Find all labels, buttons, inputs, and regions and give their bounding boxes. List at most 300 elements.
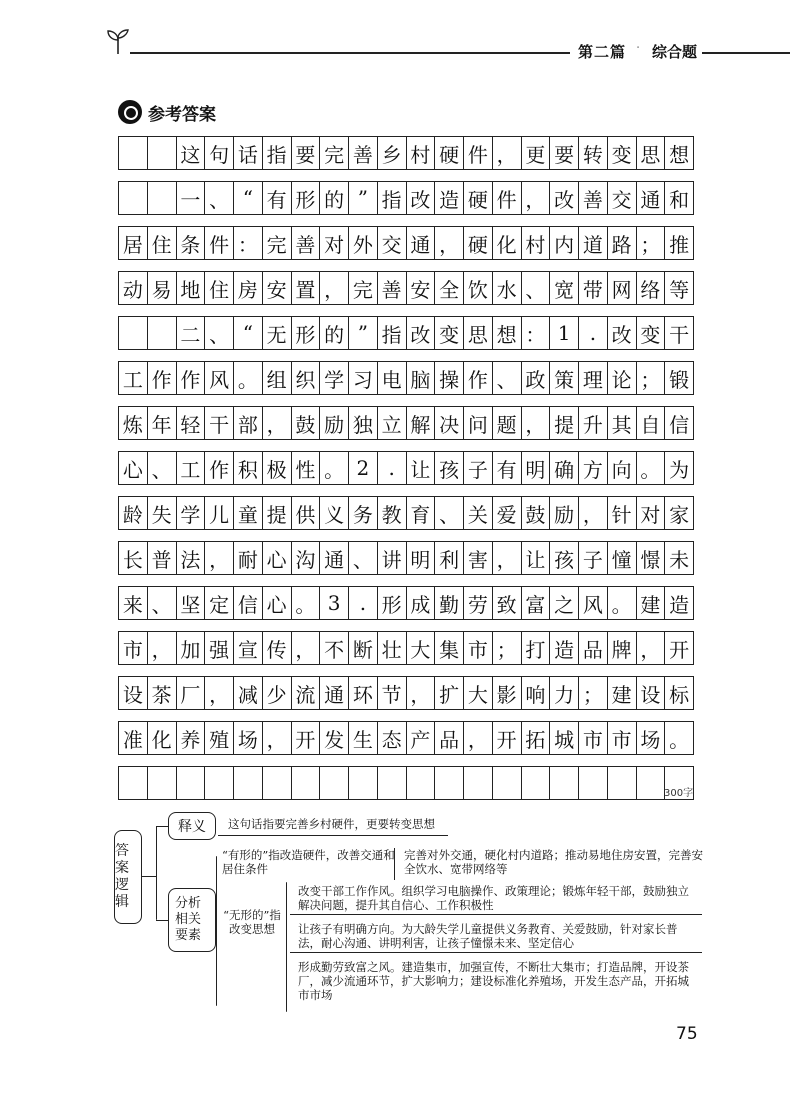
- essay-cell: [292, 767, 321, 799]
- essay-cell: .: [378, 452, 407, 484]
- explain-label: 释义: [168, 812, 216, 840]
- intangible-item: 让孩子有明确方向。为大龄失学儿童提供义务教育、关爱鼓励，针对家长普法，耐心沟通、讲明利害，让孩子憧憬未来、坚定信心: [290, 920, 702, 953]
- essay-cell: 集: [435, 632, 464, 664]
- essay-cell: 影: [493, 677, 522, 709]
- essay-cell: 积: [234, 452, 263, 484]
- essay-cell: 件: [493, 182, 522, 214]
- essay-cell: [119, 137, 148, 169]
- essay-row: [118, 226, 694, 260]
- essay-cell: 未: [669, 547, 690, 572]
- essay-cell: 子: [579, 542, 608, 574]
- essay-cell: 硬: [464, 227, 493, 259]
- essay-cell: 改: [608, 317, 637, 349]
- essay-cell: ，: [407, 677, 436, 709]
- essay-row: [118, 316, 694, 350]
- essay-cell: 思: [464, 317, 493, 349]
- essay-cell: 强: [205, 632, 234, 664]
- essay-cell: 通: [407, 227, 436, 259]
- essay-cell: 沟: [292, 542, 321, 574]
- essay-cell: [177, 767, 206, 799]
- essay-cell: 干: [669, 322, 690, 347]
- essay-cell: [550, 767, 579, 799]
- essay-cell: 市: [464, 632, 493, 664]
- essay-cell: 开: [493, 722, 522, 754]
- essay-cell: ，: [263, 407, 292, 439]
- essay-cell: 。: [637, 452, 666, 484]
- essay-cell: 信: [669, 412, 690, 437]
- essay-cell: 拓: [522, 722, 551, 754]
- essay-cell: 孩: [435, 452, 464, 484]
- essay-row: [118, 586, 694, 620]
- essay-row: [118, 361, 694, 395]
- essay-cell: ；: [493, 632, 522, 664]
- essay-cell: 憬: [637, 542, 666, 574]
- essay-cell: 改: [407, 182, 436, 214]
- essay-cell: 句: [205, 137, 234, 169]
- essay-cell: 轻: [177, 407, 206, 439]
- essay-cell: 风: [205, 362, 234, 394]
- essay-cell: 开: [292, 722, 321, 754]
- essay-cell: 理: [579, 362, 608, 394]
- essay-cell: 变: [608, 137, 637, 169]
- essay-cell: 指: [378, 182, 407, 214]
- essay-cell: 供: [292, 497, 321, 529]
- essay-cell: 改: [407, 317, 436, 349]
- essay-cell: ，: [493, 542, 522, 574]
- essay-cell: 不: [320, 632, 349, 664]
- essay-cell: 作: [205, 452, 234, 484]
- essay-cell: 炼: [119, 407, 148, 439]
- essay-cell: 。: [320, 452, 349, 484]
- essay-cell: 村: [522, 227, 551, 259]
- essay-cell: 想: [493, 317, 522, 349]
- header-separator: ·: [636, 41, 641, 56]
- connector: [286, 882, 287, 1012]
- essay-cell: 要: [550, 137, 579, 169]
- essay-cell: 发: [320, 722, 349, 754]
- essay-cell: 改: [550, 182, 579, 214]
- essay-cell: 品: [435, 722, 464, 754]
- essay-cell: 励: [320, 407, 349, 439]
- essay-cell: [148, 317, 177, 349]
- essay-cell: 来: [119, 587, 148, 619]
- essay-row: [118, 496, 694, 530]
- essay-cell: 、: [148, 452, 177, 484]
- essay-cell: [119, 182, 148, 214]
- essay-cell: 大: [464, 677, 493, 709]
- essay-cell: [263, 767, 292, 799]
- essay-cell: 儿: [205, 497, 234, 529]
- essay-cell: ，: [263, 722, 292, 754]
- essay-cell: 完: [349, 272, 378, 304]
- essay-cell: [608, 767, 637, 799]
- essay-cell: 饮: [464, 272, 493, 304]
- essay-row: [118, 766, 694, 800]
- essay-cell: ：: [234, 227, 263, 259]
- essay-cell: 的: [320, 182, 349, 214]
- tangible-text: 完善对外交通，硬化村内道路；推动易地住房安置，完善安全饮水、宽带网络等: [404, 848, 703, 876]
- essay-cell: 硬: [464, 182, 493, 214]
- essay-cell: 、: [205, 317, 234, 349]
- explain-text: 这句话指要完善乡村硬件，更要转变思想: [228, 817, 435, 831]
- essay-cell: [493, 767, 522, 799]
- essay-cell: [320, 767, 349, 799]
- essay-row: [118, 406, 694, 440]
- essay-cell: 子: [464, 452, 493, 484]
- essay-cell: 鼓: [292, 407, 321, 439]
- essay-row: [118, 676, 694, 710]
- essay-cell: 其: [608, 407, 637, 439]
- essay-cell: 自: [637, 407, 666, 439]
- essay-row: [118, 631, 694, 665]
- essay-cell: 成: [407, 587, 436, 619]
- essay-cell: [148, 182, 177, 214]
- essay-cell: 生: [349, 722, 378, 754]
- essay-cell: 宣: [234, 632, 263, 664]
- essay-cell: 准: [119, 722, 148, 754]
- essay-row: [118, 181, 694, 215]
- essay-cell: 想: [669, 142, 690, 167]
- essay-cell: 节: [378, 677, 407, 709]
- essay-cell: 确: [550, 452, 579, 484]
- essay-cell: 耐: [234, 542, 263, 574]
- essay-cell: 极: [263, 452, 292, 484]
- essay-cell: [349, 767, 378, 799]
- essay-cell: 建: [608, 677, 637, 709]
- essay-cell: ，: [464, 722, 493, 754]
- essay-cell: 住: [148, 227, 177, 259]
- essay-row: [118, 451, 694, 485]
- essay-cell: ；: [637, 362, 666, 394]
- essay-cell: 房: [234, 272, 263, 304]
- essay-cell: 和: [669, 187, 690, 212]
- essay-cell: 无: [263, 317, 292, 349]
- sprout-icon: [104, 26, 132, 56]
- essay-cell: [464, 767, 493, 799]
- essay-cell: 场: [637, 722, 666, 754]
- essay-cell: 宽: [550, 272, 579, 304]
- essay-cell: 憧: [608, 542, 637, 574]
- essay-cell: [119, 767, 148, 799]
- essay-cell: 场: [234, 722, 263, 754]
- essay-cell: 立: [378, 407, 407, 439]
- essay-cell: 让: [522, 542, 551, 574]
- essay-cell: 的: [320, 317, 349, 349]
- essay-cell: 流: [292, 677, 321, 709]
- essay-cell: [148, 767, 177, 799]
- essay-cell: 工: [119, 362, 148, 394]
- essay-cell: 心: [119, 452, 148, 484]
- essay-cell: 指: [378, 317, 407, 349]
- essay-cell: 道: [579, 227, 608, 259]
- essay-cell: 设: [637, 677, 666, 709]
- essay-cell: 善: [378, 272, 407, 304]
- essay-cell: ”: [349, 317, 378, 349]
- connector: [394, 848, 395, 880]
- essay-cell: 建: [637, 587, 666, 619]
- essay-cell: [148, 137, 177, 169]
- essay-cell: 壮: [378, 632, 407, 664]
- essay-cell: 为: [669, 457, 690, 482]
- essay-cell: 普: [148, 542, 177, 574]
- essay-cell: 乡: [378, 137, 407, 169]
- essay-cell: 长: [119, 542, 148, 574]
- essay-cell: 打: [522, 632, 551, 664]
- analysis-label: 分析相关要素: [168, 888, 216, 952]
- essay-cell: 变: [435, 317, 464, 349]
- essay-cell: 转: [579, 137, 608, 169]
- essay-cell: 勤: [435, 587, 464, 619]
- essay-cell: 外: [349, 227, 378, 259]
- essay-cell: 组: [263, 362, 292, 394]
- essay-cell: 更: [522, 137, 551, 169]
- essay-cell: ，: [205, 677, 234, 709]
- essay-cell: 茶: [148, 677, 177, 709]
- essay-cell: 通: [637, 182, 666, 214]
- essay-cell: 解: [407, 407, 436, 439]
- essay-cell: 有: [263, 182, 292, 214]
- essay-cell: 条: [177, 227, 206, 259]
- essay-cell: 教: [378, 497, 407, 529]
- essay-cell: “: [234, 317, 263, 349]
- essay-cell: 龄: [119, 497, 148, 529]
- connector: [156, 826, 168, 827]
- essay-cell: 政: [522, 362, 551, 394]
- essay-cell: 学: [177, 497, 206, 529]
- essay-cell: 、: [205, 182, 234, 214]
- connector: [156, 920, 168, 921]
- essay-cell: 造: [435, 182, 464, 214]
- essay-cell: 明: [407, 542, 436, 574]
- essay-cell: 工: [177, 452, 206, 484]
- essay-cell: 少: [263, 677, 292, 709]
- essay-cell: 利: [435, 542, 464, 574]
- essay-cell: 爱: [493, 497, 522, 529]
- essay-cell: 信: [234, 587, 263, 619]
- essay-cell: ，: [148, 632, 177, 664]
- essay-cell: 开: [669, 637, 690, 662]
- tangible-label: “有形的”指改造硬件，改善交通和居住条件: [222, 848, 395, 876]
- essay-cell: [234, 767, 263, 799]
- essay-cell: 3: [320, 587, 349, 619]
- essay-row: [118, 271, 694, 305]
- essay-cell: 减: [234, 677, 263, 709]
- essay-cell: 法: [177, 542, 206, 574]
- essay-cell: 问: [464, 407, 493, 439]
- essay-cell: ，: [205, 542, 234, 574]
- essay-cell: 童: [234, 497, 263, 529]
- essay-cell: 。: [292, 587, 321, 619]
- essay-cell: ，: [522, 407, 551, 439]
- essay-cell: 电: [378, 362, 407, 394]
- essay-cell: 造: [669, 592, 690, 617]
- essay-cell: 品: [579, 632, 608, 664]
- essay-cell: 家: [669, 502, 690, 527]
- essay-cell: 形: [378, 587, 407, 619]
- essay-cell: 形: [292, 182, 321, 214]
- essay-cell: 善: [349, 137, 378, 169]
- essay-cell: 内: [550, 227, 579, 259]
- essay-cell: 孩: [550, 542, 579, 574]
- essay-cell: 作: [464, 362, 493, 394]
- essay-cell: ”: [349, 182, 378, 214]
- essay-cell: 2: [349, 452, 378, 484]
- essay-cell: 关: [464, 497, 493, 529]
- essay-cell: 锻: [669, 367, 690, 392]
- essay-cell: 让: [407, 452, 436, 484]
- essay-cell: 升: [579, 407, 608, 439]
- essay-cell: 网: [608, 272, 637, 304]
- topic-label: 综合题: [652, 43, 698, 61]
- essay-cell: 通: [320, 542, 349, 574]
- essay-cell: 坚: [177, 587, 206, 619]
- essay-cell: 失: [148, 497, 177, 529]
- essay-cell: ，: [320, 272, 349, 304]
- essay-cell: 件: [464, 137, 493, 169]
- essay-cell: 加: [177, 632, 206, 664]
- essay-cell: 部: [234, 407, 263, 439]
- essay-cell: 产: [407, 722, 436, 754]
- essay-cell: 化: [148, 722, 177, 754]
- essay-cell: [579, 767, 608, 799]
- essay-cell: 励: [550, 497, 579, 529]
- essay-cell: 指: [263, 137, 292, 169]
- essay-cell: 要: [292, 137, 321, 169]
- essay-cell: 等: [669, 277, 690, 302]
- word-count: 300字: [664, 788, 694, 799]
- connector: [156, 826, 157, 920]
- essay-cell: 方: [579, 452, 608, 484]
- essay-cell: 育: [407, 497, 436, 529]
- essay-cell: 学: [320, 362, 349, 394]
- essay-cell: [378, 767, 407, 799]
- essay-cell: 。: [608, 587, 637, 619]
- essay-cell: 习: [349, 362, 378, 394]
- essay-row: [118, 541, 694, 575]
- essay-cell: 交: [378, 227, 407, 259]
- essay-cell: [522, 767, 551, 799]
- header-rule-right: [702, 52, 790, 54]
- essay-cell: 设: [119, 677, 148, 709]
- essay-cell: 害: [464, 542, 493, 574]
- essay-cell: 之: [550, 587, 579, 619]
- essay-cell: 标: [669, 682, 690, 707]
- essay-cell: 造: [550, 632, 579, 664]
- essay-cell: 形: [292, 317, 321, 349]
- essay-cell: 思: [637, 137, 666, 169]
- essay-cell: 策: [550, 362, 579, 394]
- essay-cell: 环: [349, 677, 378, 709]
- essay-row: [118, 136, 694, 170]
- essay-cell: 话: [234, 137, 263, 169]
- essay-cell: 决: [435, 407, 464, 439]
- essay-cell: 响: [522, 677, 551, 709]
- essay-cell: 、: [493, 362, 522, 394]
- essay-cell: 件: [205, 227, 234, 259]
- essay-cell: 居: [119, 227, 148, 259]
- essay-cell: .: [579, 317, 608, 349]
- essay-cell: 易: [148, 272, 177, 304]
- essay-cell: 作: [177, 362, 206, 394]
- essay-cell: 安: [407, 272, 436, 304]
- essay-cell: 村: [407, 137, 436, 169]
- intangible-item: 形成勤劳致富之风。建造集市，加强宣传，不断壮大集市；打造品牌，开设茶厂，减少流通环节，扩大影响力；建设标准化养殖场，开发生态产品，开拓城市市场: [298, 960, 689, 1002]
- essay-grid: [118, 136, 694, 811]
- intangible-label: “无形的”指改变思想: [223, 908, 281, 936]
- essay-cell: 对: [320, 227, 349, 259]
- connector: [216, 856, 217, 1006]
- essay-cell: 地: [177, 272, 206, 304]
- essay-cell: 化: [493, 227, 522, 259]
- essay-cell: 扩: [435, 677, 464, 709]
- essay-cell: 干: [205, 407, 234, 439]
- essay-cell: 对: [637, 497, 666, 529]
- essay-cell: [435, 767, 464, 799]
- essay-cell: 心: [263, 542, 292, 574]
- essay-cell: ，: [522, 182, 551, 214]
- essay-cell: 向: [608, 452, 637, 484]
- essay-cell: 定: [205, 587, 234, 619]
- essay-cell: [637, 767, 666, 799]
- essay-cell: 交: [608, 182, 637, 214]
- essay-cell: 殖: [205, 722, 234, 754]
- intangible-item: 改变干部工作作风。组织学习电脑操作、政策理论；锻炼年轻干部，鼓励独立解决问题，提升其自信心、工作积极性: [290, 882, 702, 915]
- essay-cell: 断: [349, 632, 378, 664]
- essay-cell: 善: [579, 182, 608, 214]
- essay-cell: 富: [522, 587, 551, 619]
- essay-cell: 务: [349, 497, 378, 529]
- essay-cell: 性: [292, 452, 321, 484]
- essay-cell: 有: [493, 452, 522, 484]
- essay-cell: 独: [349, 407, 378, 439]
- essay-cell: 市: [608, 722, 637, 754]
- essay-cell: 讲: [378, 542, 407, 574]
- essay-cell: 厂: [177, 677, 206, 709]
- essay-cell: 推: [669, 232, 690, 257]
- essay-cell: 络: [637, 272, 666, 304]
- essay-cell: 养: [177, 722, 206, 754]
- essay-cell: 变: [637, 317, 666, 349]
- essay-cell: 传: [263, 632, 292, 664]
- essay-cell: 通: [320, 677, 349, 709]
- essay-cell: 。: [234, 362, 263, 394]
- essay-cell: 脑: [407, 362, 436, 394]
- essay-cell: 风: [579, 587, 608, 619]
- essay-cell: [205, 767, 234, 799]
- essay-cell: 织: [292, 362, 321, 394]
- essay-cell: 操: [435, 362, 464, 394]
- answer-logic-diagram: [110, 808, 710, 1018]
- essay-cell: 完: [263, 227, 292, 259]
- essay-cell: 完: [320, 137, 349, 169]
- section-title: [118, 98, 216, 126]
- page-number: 75: [676, 1024, 698, 1044]
- essay-cell: 二: [177, 317, 206, 349]
- essay-row: [118, 721, 694, 755]
- essay-cell: 提: [263, 497, 292, 529]
- essay-cell: 这: [177, 137, 206, 169]
- essay-cell: 安: [263, 272, 292, 304]
- essay-cell: ；: [579, 677, 608, 709]
- essay-cell: 。: [669, 727, 690, 752]
- essay-cell: 、: [435, 497, 464, 529]
- section-title-text: 参考答案: [148, 104, 216, 125]
- essay-cell: 义: [320, 497, 349, 529]
- essay-cell: “: [234, 182, 263, 214]
- essay-cell: [119, 317, 148, 349]
- essay-cell: 提: [550, 407, 579, 439]
- essay-cell: 带: [579, 272, 608, 304]
